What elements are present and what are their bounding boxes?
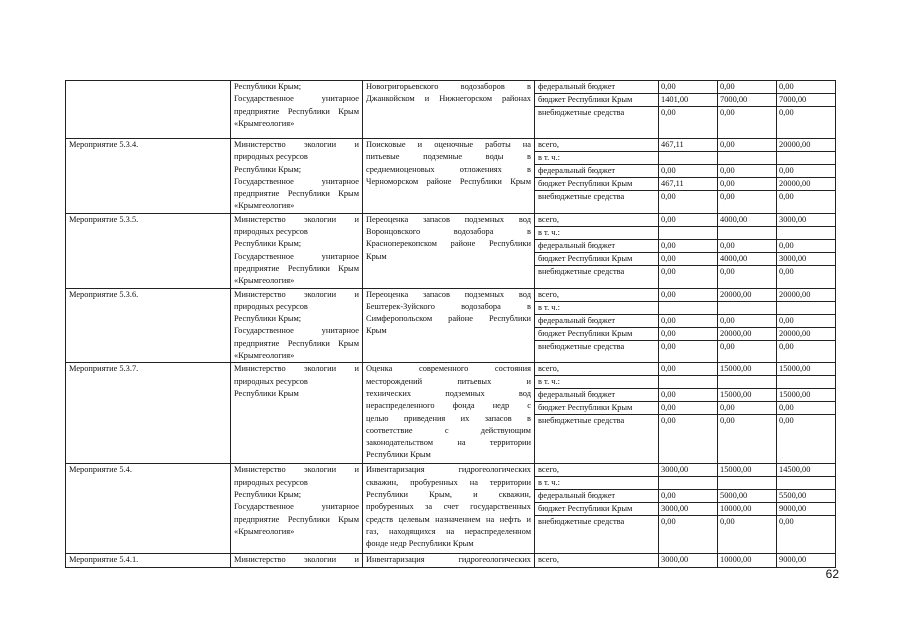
value-cell-2	[718, 139, 777, 214]
value-cell-3	[777, 81, 836, 139]
executor-line: природных ресурсов	[234, 477, 308, 487]
description-cell	[363, 288, 535, 363]
amount-value: 0,00	[718, 81, 776, 94]
executor-cell	[231, 363, 363, 464]
amount-value	[718, 477, 776, 490]
value-cell-2	[718, 464, 777, 554]
measure-cell	[66, 554, 231, 567]
description-cell	[363, 213, 535, 288]
description-cell	[363, 81, 535, 139]
measure-title: Мероприятие 5.3.5.	[69, 214, 139, 224]
description-line: соответствие с действующим	[366, 425, 531, 435]
executor-line: Государственное унитарное	[234, 326, 359, 336]
amount-value	[718, 376, 776, 389]
amount-value: 3000,00	[777, 253, 835, 266]
executor-cell	[231, 139, 363, 214]
amount-value	[777, 302, 835, 315]
value-cell-1	[659, 464, 718, 554]
amount-value: 15000,00	[718, 389, 776, 402]
executor-line: Министерство экологии и	[234, 214, 359, 224]
amount-value	[718, 227, 776, 240]
amount-value: 20000,00	[718, 289, 776, 302]
executor-line: Республики Крым;	[234, 164, 302, 174]
value-cell-1	[659, 288, 718, 363]
description-line: Оценка современного состояния	[366, 364, 531, 374]
value-cell-2	[718, 554, 777, 567]
amount-value: 1401,00	[659, 94, 717, 107]
amount-value: 0,00	[720, 108, 735, 117]
amount-value: 0,00	[779, 416, 794, 426]
table-row	[66, 139, 836, 214]
funding-source-label: всего,	[535, 214, 658, 227]
executor-line: Государственное унитарное	[234, 251, 359, 261]
funding-source-label: бюджет Республики Крым	[535, 328, 658, 341]
table-row	[66, 363, 836, 464]
funding-source-label: в т. ч.:	[535, 302, 658, 315]
description-line: газ, находящихся на нераспределенном	[366, 526, 531, 536]
value-cell-2	[718, 213, 777, 288]
value-cell-1	[659, 139, 718, 214]
amount-value: 3000,00	[777, 214, 835, 227]
amount-value: 0,00	[661, 192, 676, 201]
value-cell-1	[659, 81, 718, 139]
executor-line: Министерство экологии и	[234, 465, 359, 475]
description-line: Воронцовского водозабора в	[366, 227, 531, 237]
executor-line: природных ресурсов	[234, 301, 308, 311]
description-line: средств целевым назначением на нефть и	[366, 514, 531, 524]
amount-value: 0,00	[777, 402, 835, 415]
amount-value: 20000,00	[777, 178, 835, 191]
funding-source-label: внебюджетные средства	[538, 341, 625, 351]
executor-line: природных ресурсов	[234, 227, 308, 237]
executor-line: «Крымгеология»	[234, 526, 295, 536]
amount-value: 0,00	[718, 315, 776, 328]
description-line: среднемиоценовых отложениях в	[366, 164, 531, 174]
executor-line: «Крымгеология»	[234, 351, 295, 361]
amount-value: 15000,00	[777, 363, 835, 376]
value-cell-3	[777, 464, 836, 554]
executor-line: Республики Крым;	[234, 239, 302, 249]
funding-source-label: бюджет Республики Крым	[535, 94, 658, 107]
executor-line: Министерство экологии и	[234, 364, 359, 374]
amount-value: 0,00	[777, 165, 835, 178]
funding-source-label: федеральный бюджет	[535, 165, 658, 178]
amount-value: 7000,00	[718, 94, 776, 107]
amount-value: 467,11	[659, 139, 717, 152]
measure-cell	[66, 363, 231, 464]
budget-table-container	[65, 80, 835, 568]
measure-cell	[66, 213, 231, 288]
amount-value: 0,00	[720, 416, 735, 426]
funding-source-label: федеральный бюджет	[535, 490, 658, 503]
funding-source-label: всего,	[535, 289, 658, 302]
amount-value: 0,00	[718, 240, 776, 253]
description-line: пробуренных за счет государственных	[366, 502, 531, 512]
amount-value: 0,00	[718, 402, 776, 415]
amount-value: 0,00	[720, 517, 735, 527]
description-cell	[363, 363, 535, 464]
amount-value: 0,00	[720, 266, 735, 276]
amount-value: 0,00	[659, 240, 717, 253]
funding-source-cell	[535, 81, 659, 139]
executor-line: предприятие Республики Крым	[234, 189, 359, 199]
executor-cell	[231, 464, 363, 554]
description-line: Новогригорьевского водозаборов в	[366, 82, 531, 91]
funding-source-label: федеральный бюджет	[535, 240, 658, 253]
executor-line: Республики Крым;	[234, 489, 302, 499]
measure-cell	[66, 139, 231, 214]
executor-line: предприятие Республики Крым	[234, 263, 359, 273]
description-line: Симферопольском районе Республики	[366, 314, 531, 324]
amount-value: 0,00	[659, 315, 717, 328]
description-line: законодательством на территории	[366, 438, 531, 448]
description-line: целью приведения их запасов в	[366, 413, 531, 423]
measure-title: Мероприятие 5.4.	[69, 465, 132, 475]
funding-source-cell	[535, 464, 659, 554]
value-cell-2	[718, 288, 777, 363]
amount-value: 0,00	[718, 165, 776, 178]
description-line: Красноперекопском районе Республики	[366, 239, 531, 249]
amount-value	[777, 376, 835, 389]
table-row	[66, 464, 836, 554]
executor-line: предприятие Республики Крым	[234, 338, 359, 348]
description-cell	[363, 554, 535, 567]
description-line: Джанкойском и Нижнегорском районах	[366, 94, 531, 104]
executor-line: Министерство экологии и	[234, 289, 359, 299]
amount-value	[777, 477, 835, 490]
executor-line: Республики Крым;	[234, 314, 302, 324]
amount-value	[659, 152, 717, 165]
description-line: Бештерек-Зуйского водозабора в	[366, 301, 531, 311]
executor-line: Государственное унитарное	[234, 502, 359, 512]
amount-value: 5000,00	[718, 490, 776, 503]
budget-table	[65, 80, 836, 568]
executor-line: «Крымгеология»	[234, 118, 295, 128]
description-line: питьевые подземные воды в	[366, 152, 531, 162]
amount-value: 0,00	[659, 328, 717, 341]
value-cell-3	[777, 288, 836, 363]
amount-value	[718, 152, 776, 165]
executor-line: предприятие Республики Крым	[234, 106, 359, 116]
value-cell-1	[659, 213, 718, 288]
amount-value: 4000,00	[718, 253, 776, 266]
executor-cell	[231, 213, 363, 288]
value-cell-3	[777, 554, 836, 567]
executor-line: Государственное унитарное	[234, 94, 359, 104]
description-line: Черноморском районе Республики Крым	[366, 176, 531, 186]
funding-source-cell	[535, 554, 659, 567]
funding-source-label: федеральный бюджет	[535, 81, 658, 94]
amount-value: 4000,00	[718, 214, 776, 227]
amount-value: 0,00	[777, 240, 835, 253]
amount-value: 20000,00	[718, 328, 776, 341]
amount-value: 0,00	[659, 214, 717, 227]
funding-source-label: всего,	[538, 555, 559, 565]
amount-value: 0,00	[659, 165, 717, 178]
amount-value: 0,00	[661, 266, 676, 276]
funding-source-label: бюджет Республики Крым	[535, 253, 658, 266]
table-row	[66, 81, 836, 139]
value-cell-1	[659, 554, 718, 567]
amount-value: 0,00	[779, 192, 794, 201]
executor-line: Республики Крым	[234, 388, 299, 398]
executor-line: предприятие Республики Крым	[234, 514, 359, 524]
description-line: Инвентаризация гидрогеологических	[366, 555, 531, 565]
executor-line: Министерство экологии и	[234, 555, 359, 565]
executor-line: «Крымгеология»	[234, 276, 295, 286]
funding-source-label: в т. ч.:	[535, 152, 658, 165]
measure-title: Мероприятие 5.4.1.	[69, 555, 139, 565]
value-cell-3	[777, 363, 836, 464]
table-body	[66, 81, 836, 568]
description-line: фонде недр Республики Крым	[366, 539, 474, 549]
amount-value: 14500,00	[777, 464, 835, 477]
executor-cell	[231, 81, 363, 139]
amount-value: 5500,00	[777, 490, 835, 503]
amount-value: 0,00	[659, 389, 717, 402]
amount-value	[659, 302, 717, 315]
funding-source-label: внебюджетные средства	[538, 517, 625, 527]
amount-value: 0,00	[659, 81, 717, 94]
value-cell-2	[718, 363, 777, 464]
funding-source-label: в т. ч.:	[535, 376, 658, 389]
amount-value: 467,11	[659, 178, 717, 191]
amount-value	[659, 227, 717, 240]
funding-source-label: бюджет Республики Крым	[535, 402, 658, 415]
value-cell-2	[718, 81, 777, 139]
description-line: Крым	[366, 326, 387, 336]
description-line: Республики Крым, и скважин,	[366, 489, 531, 499]
amount-value: 3000,00	[661, 555, 689, 565]
description-cell	[363, 464, 535, 554]
funding-source-label: федеральный бюджет	[535, 389, 658, 402]
amount-value: 0,00	[659, 402, 717, 415]
amount-value: 20000,00	[777, 139, 835, 152]
amount-value: 0,00	[659, 490, 717, 503]
amount-value: 0,00	[661, 416, 676, 426]
measure-cell	[66, 464, 231, 554]
amount-value: 10000,00	[718, 503, 776, 516]
amount-value: 0,00	[718, 178, 776, 191]
amount-value: 0,00	[779, 266, 794, 276]
description-cell	[363, 139, 535, 214]
executor-line: «Крымгеология»	[234, 201, 295, 211]
amount-value	[718, 302, 776, 315]
funding-source-label: федеральный бюджет	[535, 315, 658, 328]
amount-value: 0,00	[779, 341, 794, 351]
amount-value: 0,00	[720, 192, 735, 201]
amount-value: 0,00	[661, 517, 676, 527]
table-row	[66, 213, 836, 288]
funding-source-cell	[535, 363, 659, 464]
funding-source-label: всего,	[535, 363, 658, 376]
funding-source-label: в т. ч.:	[535, 477, 658, 490]
amount-value: 15000,00	[777, 389, 835, 402]
funding-source-label: бюджет Республики Крым	[535, 178, 658, 191]
funding-source-label: внебюджетные средства	[538, 266, 625, 276]
amount-value: 9000,00	[777, 503, 835, 516]
executor-line: Республики Крым;	[234, 82, 302, 91]
amount-value	[777, 152, 835, 165]
page-number: 62	[825, 567, 839, 581]
amount-value: 3000,00	[659, 503, 717, 516]
funding-source-label: бюджет Республики Крым	[535, 503, 658, 516]
amount-value	[659, 376, 717, 389]
measure-cell	[66, 288, 231, 363]
amount-value: 3000,00	[659, 464, 717, 477]
executor-cell	[231, 288, 363, 363]
amount-value: 20000,00	[777, 328, 835, 341]
table-row	[66, 288, 836, 363]
amount-value: 0,00	[720, 341, 735, 351]
funding-source-label: внебюджетные средства	[538, 192, 625, 201]
funding-source-cell	[535, 288, 659, 363]
amount-value: 0,00	[777, 81, 835, 94]
description-line: технических подземных вод	[366, 388, 531, 398]
amount-value: 0,00	[659, 289, 717, 302]
funding-source-label: в т. ч.:	[535, 227, 658, 240]
description-line: Республики Крым	[366, 450, 431, 460]
table-row	[66, 554, 836, 567]
amount-value: 20000,00	[777, 289, 835, 302]
executor-cell	[231, 554, 363, 567]
funding-source-cell	[535, 213, 659, 288]
funding-source-label: внебюджетные средства	[538, 108, 625, 117]
amount-value: 7000,00	[777, 94, 835, 107]
description-line: месторождений питьевых и	[366, 376, 531, 386]
description-line: скважин, пробуренных на территории	[366, 477, 531, 487]
amount-value: 9000,00	[779, 555, 807, 565]
amount-value	[777, 227, 835, 240]
amount-value: 10000,00	[720, 555, 752, 565]
measure-title: Мероприятие 5.3.4.	[69, 140, 139, 149]
measure-title: Мероприятие 5.3.6.	[69, 289, 139, 299]
description-line: Крым	[366, 251, 387, 261]
funding-source-label: внебюджетные средства	[538, 416, 625, 426]
description-line: Переоценка запасов подземных вод	[366, 214, 531, 224]
amount-value: 0,00	[659, 363, 717, 376]
funding-source-label: всего,	[535, 464, 658, 477]
executor-line: природных ресурсов	[234, 376, 308, 386]
amount-value: 0,00	[777, 315, 835, 328]
amount-value: 15000,00	[718, 464, 776, 477]
value-cell-3	[777, 139, 836, 214]
measure-cell	[66, 81, 231, 139]
description-line: Поисковые и оценочные работы на	[366, 140, 531, 149]
executor-line: Государственное унитарное	[234, 176, 359, 186]
executor-line: Министерство экологии и	[234, 140, 359, 149]
amount-value	[659, 477, 717, 490]
amount-value: 15000,00	[718, 363, 776, 376]
amount-value: 0,00	[659, 253, 717, 266]
amount-value: 0,00	[661, 341, 676, 351]
amount-value: 0,00	[718, 139, 776, 152]
amount-value: 0,00	[779, 108, 794, 117]
funding-source-label: всего,	[535, 139, 658, 152]
value-cell-1	[659, 363, 718, 464]
value-cell-3	[777, 213, 836, 288]
description-line: Инвентаризация гидрогеологических	[366, 465, 531, 475]
amount-value: 0,00	[779, 517, 794, 527]
description-line: Переоценка запасов подземных вод	[366, 289, 531, 299]
amount-value: 0,00	[661, 108, 676, 117]
executor-line: природных ресурсов	[234, 152, 308, 162]
measure-title: Мероприятие 5.3.7.	[69, 364, 139, 374]
description-line: нераспределенного фонда недр с	[366, 401, 531, 411]
funding-source-cell	[535, 139, 659, 214]
